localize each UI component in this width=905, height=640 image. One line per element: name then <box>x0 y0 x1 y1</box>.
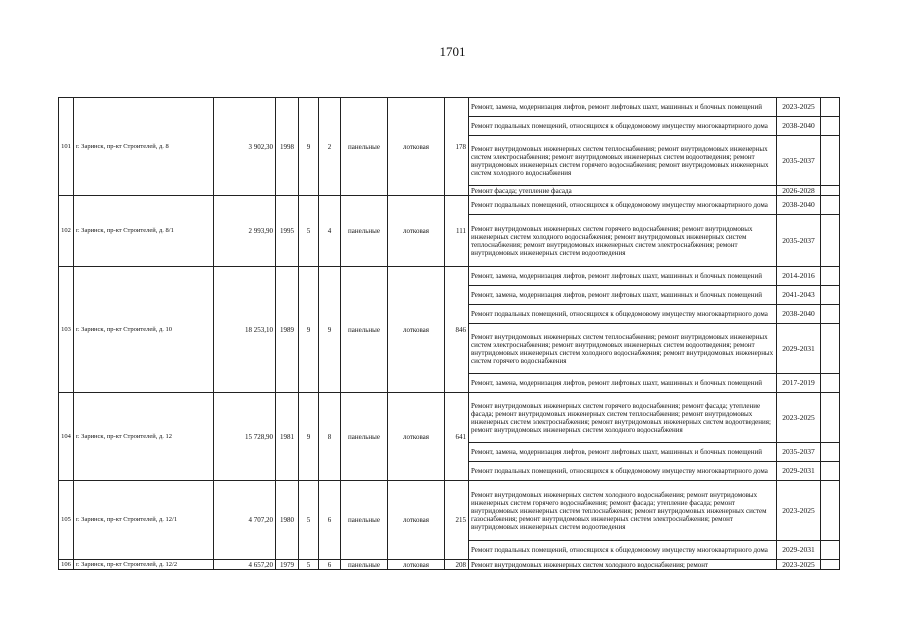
period-cell: 2035-2037 <box>777 443 821 462</box>
floors-cell: 9 <box>299 393 319 481</box>
period-cell: 2023-2025 <box>777 481 821 541</box>
capital-repair-table <box>58 97 839 570</box>
period-cell: 2029-2031 <box>777 324 821 374</box>
empty-cell <box>821 481 840 541</box>
residents-cell: 111 <box>445 196 469 267</box>
period-cell: 2029-2031 <box>777 462 821 481</box>
walls-material-cell: панельные <box>341 481 388 560</box>
empty-cell <box>821 443 840 462</box>
address-cell: г. Заринск, пр-кт Строителей, д. 12 <box>74 393 214 481</box>
build-year-cell: 1995 <box>276 196 299 267</box>
empty-cell <box>821 324 840 374</box>
roof-type-cell: лотковая <box>388 481 445 560</box>
empty-cell <box>821 305 840 324</box>
empty-cell <box>821 560 840 570</box>
walls-material-cell: панельные <box>341 393 388 481</box>
area-cell: 3 902,30 <box>214 98 276 196</box>
area-cell: 4 707,20 <box>214 481 276 560</box>
work-type-cell: Ремонт подвальных помещений, относящихся к общедомовому имуществу многоквартирного дома <box>469 117 777 136</box>
address-cell: г. Заринск, пр-кт Строителей, д. 10 <box>74 267 214 393</box>
area-cell: 18 253,10 <box>214 267 276 393</box>
address-cell: г. Заринск, пр-кт Строителей, д. 8 <box>74 98 214 196</box>
empty-cell <box>821 196 840 215</box>
address-cell: г. Заринск, пр-кт Строителей, д. 12/2 <box>74 560 214 570</box>
empty-cell <box>821 462 840 481</box>
period-cell: 2038-2040 <box>777 196 821 215</box>
period-cell: 2023-2025 <box>777 560 821 570</box>
row-number: 105 <box>59 481 74 560</box>
work-type-cell: Ремонт внутридомовых инженерных систем горячего водоснабжения; ремонт фасада; утепление фасада; ремонт внутридомовых инженерных систем теплоснабжения; ремонт внутридомовых инженерных систем электроснабжения; ремонт внутридомовых инженерных систем водоотведения; ремонт внутридомовых инженерных систем холодного водоснабжения <box>469 393 777 443</box>
period-cell: 2035-2037 <box>777 215 821 267</box>
period-cell: 2038-2040 <box>777 305 821 324</box>
floors-cell: 9 <box>299 267 319 393</box>
row-number: 104 <box>59 393 74 481</box>
empty-cell <box>821 215 840 267</box>
empty-cell <box>821 374 840 393</box>
area-cell: 4 657,20 <box>214 560 276 570</box>
table-row <box>59 481 840 541</box>
work-type-cell: Ремонт, замена, модернизация лифтов, ремонт лифтовых шахт, машинных и блочных помещений <box>469 374 777 393</box>
address-cell: г. Заринск, пр-кт Строителей, д. 8/1 <box>74 196 214 267</box>
table-row <box>59 196 840 215</box>
work-type-cell: Ремонт, замена, модернизация лифтов, ремонт лифтовых шахт, машинных и блочных помещений <box>469 443 777 462</box>
empty-cell <box>821 267 840 286</box>
period-cell: 2041-2043 <box>777 286 821 305</box>
work-type-cell: Ремонт подвальных помещений, относящихся к общедомовому имуществу многоквартирного дома <box>469 541 777 560</box>
area-cell: 15 728,90 <box>214 393 276 481</box>
entrances-cell: 6 <box>319 560 341 570</box>
empty-cell <box>821 98 840 117</box>
page-number: 1701 <box>439 44 466 59</box>
entrances-cell: 4 <box>319 196 341 267</box>
table-row <box>59 267 840 286</box>
work-type-cell: Ремонт внутридомовых инженерных систем горячего водоснабжения; ремонт внутридомовых инженерных систем холодного водоснабжения; ремонт внутридомовых инженерных систем теплоснабжения; ремонт внутридомовых инженерных систем электроснабжения; ремонт внутридомовых инженерных систем водоотведения <box>469 215 777 267</box>
period-cell: 2023-2025 <box>777 98 821 117</box>
floors-cell: 5 <box>299 481 319 560</box>
empty-cell <box>821 117 840 136</box>
empty-cell <box>821 393 840 443</box>
row-number: 103 <box>59 267 74 393</box>
empty-cell <box>821 541 840 560</box>
table-row <box>59 393 840 443</box>
entrances-cell: 6 <box>319 481 341 560</box>
roof-type-cell: лотковая <box>388 196 445 267</box>
table-row <box>59 560 840 570</box>
roof-type-cell: лотковая <box>388 560 445 570</box>
work-type-cell: Ремонт фасада; утепление фасада <box>469 186 777 196</box>
work-type-cell: Ремонт, замена, модернизация лифтов, ремонт лифтовых шахт, машинных и блочных помещений <box>469 267 777 286</box>
work-type-cell: Ремонт внутридомовых инженерных систем теплоснабжения; ремонт внутридомовых инженерных систем электроснабжения; ремонт внутридомовых инженерных систем водоотведения; ремонт внутридомовых инженерных систем горячего водоснабжения; ремонт внутридомовых инженерных систем холодного водоснабжения <box>469 136 777 186</box>
entrances-cell: 9 <box>319 267 341 393</box>
address-cell: г. Заринск, пр-кт Строителей, д. 12/1 <box>74 481 214 560</box>
period-cell: 2014-2016 <box>777 267 821 286</box>
work-type-cell: Ремонт подвальных помещений, относящихся к общедомовому имуществу многоквартирного дома <box>469 305 777 324</box>
area-cell: 2 993,90 <box>214 196 276 267</box>
table-row <box>59 98 840 117</box>
work-type-cell: Ремонт, замена, модернизация лифтов, ремонт лифтовых шахт, машинных и блочных помещений <box>469 98 777 117</box>
walls-material-cell: панельные <box>341 196 388 267</box>
roof-type-cell: лотковая <box>388 98 445 196</box>
walls-material-cell: панельные <box>341 98 388 196</box>
work-type-cell: Ремонт, замена, модернизация лифтов, ремонт лифтовых шахт, машинных и блочных помещений <box>469 286 777 305</box>
work-type-cell: Ремонт внутридомовых инженерных систем холодного водоснабжения; ремонт внутридомовых инженерных систем горячего водоснабжения; ремонт фасада; утепление фасада; ремонт внутридомовых инженерных систем теплоснабжения; ремонт внутридомовых инженерных систем газоснабжения; ремонт внутридомовых инженерных систем электроснабжения; ремонт внутридомовых инженерных систем водоотведения <box>469 481 777 541</box>
walls-material-cell: панельные <box>341 560 388 570</box>
build-year-cell: 1980 <box>276 481 299 560</box>
build-year-cell: 1989 <box>276 267 299 393</box>
floors-cell: 5 <box>299 196 319 267</box>
floors-cell: 9 <box>299 98 319 196</box>
row-number: 101 <box>59 98 74 196</box>
empty-cell <box>821 186 840 196</box>
empty-cell <box>821 286 840 305</box>
build-year-cell: 1998 <box>276 98 299 196</box>
period-cell: 2035-2037 <box>777 136 821 186</box>
table-body <box>59 98 840 570</box>
work-type-cell: Ремонт подвальных помещений, относящихся к общедомовому имуществу многоквартирного дома <box>469 196 777 215</box>
residents-cell: 215 <box>445 481 469 560</box>
row-number: 106 <box>59 560 74 570</box>
period-cell: 2029-2031 <box>777 541 821 560</box>
empty-cell <box>821 136 840 186</box>
period-cell: 2026-2028 <box>777 186 821 196</box>
residents-cell: 641 <box>445 393 469 481</box>
period-cell: 2023-2025 <box>777 393 821 443</box>
build-year-cell: 1979 <box>276 560 299 570</box>
work-type-cell: Ремонт внутридомовых инженерных систем теплоснабжения; ремонт внутридомовых инженерных систем электроснабжения; ремонт внутридомовых инженерных систем водоотведения; ремонт внутридомовых инженерных систем холодного водоснабжения; ремонт внутридомовых инженерных систем горячего водоснабжения <box>469 324 777 374</box>
roof-type-cell: лотковая <box>388 393 445 481</box>
residents-cell: 178 <box>445 98 469 196</box>
build-year-cell: 1981 <box>276 393 299 481</box>
repair-schedule-table <box>58 97 840 570</box>
period-cell: 2017-2019 <box>777 374 821 393</box>
work-type-cell: Ремонт подвальных помещений, относящихся к общедомовому имуществу многоквартирного дома <box>469 462 777 481</box>
work-type-cell: Ремонт внутридомовых инженерных систем холодного водоснабжения; ремонт <box>469 560 777 570</box>
entrances-cell: 2 <box>319 98 341 196</box>
residents-cell: 846 <box>445 267 469 393</box>
roof-type-cell: лотковая <box>388 267 445 393</box>
walls-material-cell: панельные <box>341 267 388 393</box>
residents-cell: 208 <box>445 560 469 570</box>
entrances-cell: 8 <box>319 393 341 481</box>
floors-cell: 5 <box>299 560 319 570</box>
period-cell: 2038-2040 <box>777 117 821 136</box>
row-number: 102 <box>59 196 74 267</box>
